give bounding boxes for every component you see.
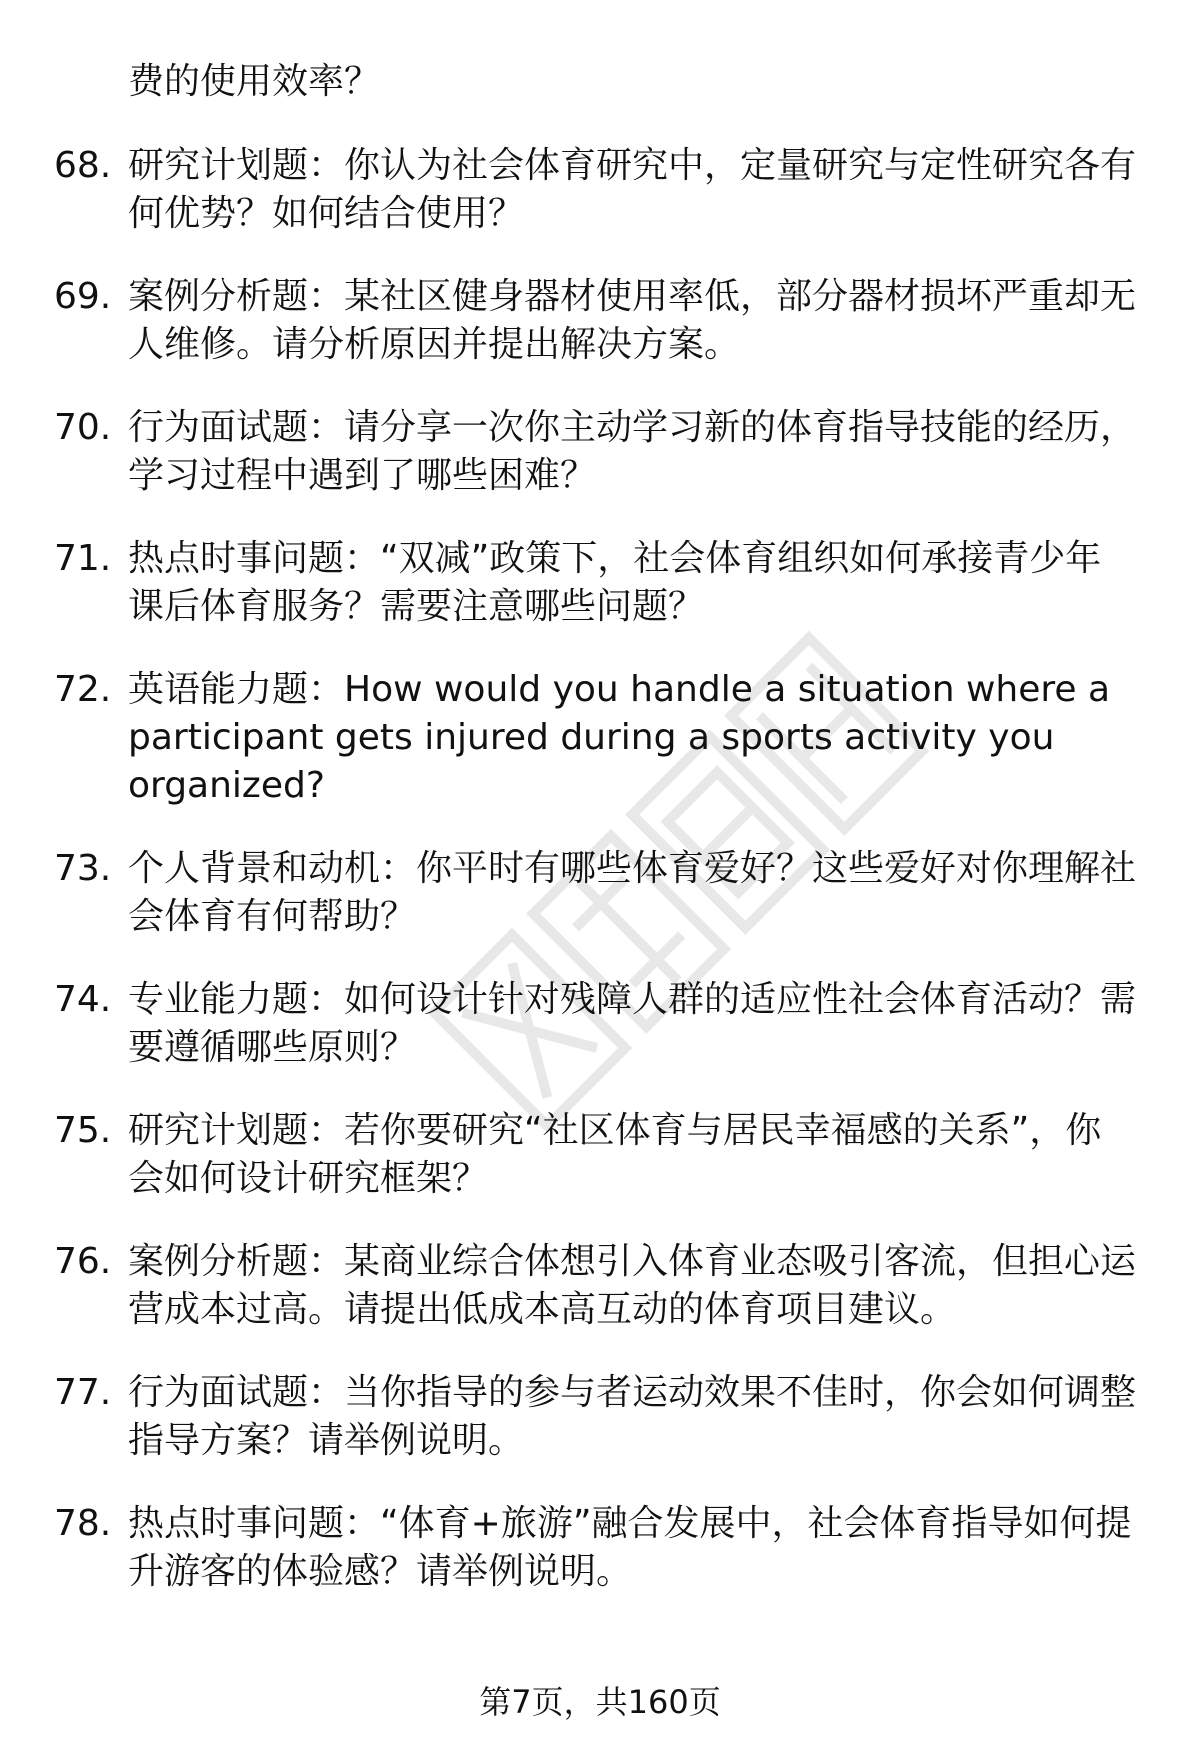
question-text: 热点时事问题：“双减”政策下，社会体育组织如何承接青少年课后体育服务？需要注意哪些问题？	[128, 538, 1102, 627]
question-text: 案例分析题：某社区健身器材使用率低，部分器材损坏严重却无人维修。请分析原因并提出解决方案。	[128, 276, 1137, 365]
question-item	[0, 1107, 1200, 1203]
question-text: 行为面试题：当你指导的参与者运动效果不佳时，你会如何调整指导方案？请举例说明。	[128, 1372, 1137, 1461]
question-list	[0, 142, 1200, 1631]
question-text: 热点时事问题：“体育+旅游”融合发展中，社会体育指导如何提升游客的体验感？请举例说明。	[128, 1503, 1132, 1592]
question-number: 69.	[54, 276, 112, 317]
question-number: 76.	[54, 1241, 112, 1282]
question-text: 行为面试题：请分享一次你主动学习新的体育指导技能的经历，学习过程中遇到了哪些困难？	[128, 407, 1137, 496]
question-number: 70.	[54, 407, 112, 448]
question-number: 71.	[54, 538, 112, 579]
question-item	[0, 1238, 1200, 1334]
question-item	[0, 845, 1200, 941]
question-item	[0, 976, 1200, 1072]
question-text: 英语能力题：How would you handle a situation where a participant gets injured during a sports activity you organized?	[128, 669, 1111, 806]
question-item	[0, 1500, 1200, 1596]
question-text: 研究计划题：你认为社会体育研究中，定量研究与定性研究各有何优势？如何结合使用？	[128, 145, 1137, 234]
question-text: 研究计划题：若你要研究“社区体育与居民幸福感的关系”，你会如何设计研究框架？	[128, 1110, 1102, 1199]
question-number: 74.	[54, 979, 112, 1020]
question-item	[0, 666, 1200, 810]
question-number: 68.	[54, 145, 112, 186]
page-number-footer: 第7页，共160页	[479, 1683, 721, 1721]
question-number: 77.	[54, 1372, 112, 1413]
question-text: 个人背景和动机：你平时有哪些体育爱好？这些爱好对你理解社会体育有何帮助？	[128, 848, 1137, 937]
question-text: 案例分析题：某商业综合体想引入体育业态吸引客流，但担心运营成本过高。请提出低成本高互动的体育项目建议。	[128, 1241, 1137, 1330]
question-item	[0, 273, 1200, 369]
continuation-text: 费的使用效率？	[128, 61, 381, 102]
question-text: 专业能力题：如何设计针对残障人群的适应性社会体育活动？需要遵循哪些原则？	[128, 979, 1137, 1068]
question-number: 78.	[54, 1503, 112, 1544]
question-number: 75.	[54, 1110, 112, 1151]
question-item	[0, 142, 1200, 238]
question-item	[0, 404, 1200, 500]
question-item	[0, 1369, 1200, 1465]
question-number: 73.	[54, 848, 112, 889]
question-item	[0, 535, 1200, 631]
question-number: 72.	[54, 669, 112, 710]
